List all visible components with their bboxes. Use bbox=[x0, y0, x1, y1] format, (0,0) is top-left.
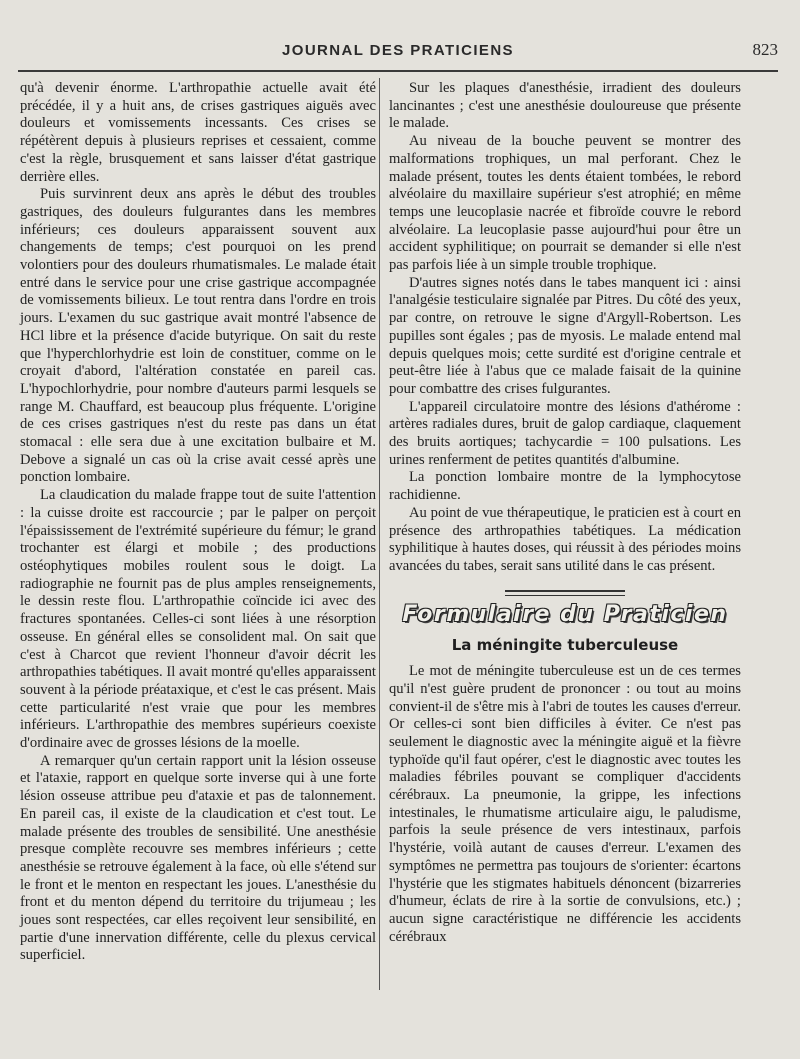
paragraph: Au niveau de la bouche peuvent se montrer des malformations trophiques, un mal perforant. Chez le malade présent, toutes les dents étaient tombées, le rebord alvéolaire du maxillaire supérieur s'est atrophié; en même temps une leucoplasie nacrée et fibroïde couvre le rebord alvéolaire. La leucoplasie passe aujourd'hui pour être un accident syphilitique; on pourrait se demander si elle n'est pas parfois liée à un simple trouble trophique. bbox=[389, 133, 741, 274]
header-rule bbox=[18, 70, 778, 72]
paragraph: D'autres signes notés dans le tabes manquent ici : ainsi l'analgésie testiculaire signalée par Pitres. Du côté des yeux, par contre, on retrouve le signe d'Argyll-Robertson. Les pupilles sont égales ; pas de myosis. Le malade entend mal depuis quelques mois; cette surdité est d'origine centrale et peut-être liée à l'abus que ce malade faisait de la quinine pour combattre des crises fulgurantes. bbox=[389, 274, 741, 397]
page-header bbox=[18, 40, 778, 66]
paragraph: A remarquer qu'un certain rapport unit la lésion osseuse et l'ataxie, rapport en quelque sorte inverse qui à une forte lésion osseuse attribue peu d'ataxie et pas de talonnement. En pareil cas, il existe de la claudication et c'est tout. Le malade présente des troubles de sensibilité. Une anesthésie presque complète recouvre ses membres inférieurs ; cette anesthésie se retrouve également à la face, où elle s'étend sur le front et le menton en respectant les joues. L'anesthésie du front et du menton dépend du territoire du trijumeau ; les joues sont respectées, car elles reçoivent leur sensibilité, en partie d'une innervation différente, celle du plexus cervical superficiel. bbox=[20, 752, 376, 964]
paragraph: L'appareil circulatoire montre des lésions d'athérome : artères radiales dures, bruit de galop cardiaque, claquement des bruits aortiques; tachycardie = 100 pulsations. Les urines renferment de petites quantités d'albumine. bbox=[389, 398, 741, 468]
left-column bbox=[20, 80, 376, 965]
paragraph: Le mot de méningite tuberculeuse est un de ces termes qu'il n'est guère prudent de prononcer : ou tout au moins convient-il de s'être mis à l'abri de toutes les causes d'erreur. Or celles-ci sont bien difficiles à éviter. Ce n'est pas seulement le diagnostic avec la méningite aiguë et la fièvre typhoïde qu'il faut opérer, c'est le diagnostic avec toutes les maladies fébriles pouvant se compliquer d'accidents cérébraux. La pneumonie, la grippe, les infections intestinales, le rhumatisme articulaire aigu, le paludisme, parfois la seule présence de vers intestinaux, parfois l'hystérie, voilà autant de causes d'erreur. L'examen des symptômes ne permettra pas toujours de s'orienter: écartons l'hystérie que les stigmates habituels dénoncent (bizarreries d'humeur, éclats de rire à la sortie de convulsions, etc.) ; aucun signe caractéristique ne différencie les accidents cérébraux bbox=[389, 663, 741, 945]
section-banner: Formulaire du Praticien bbox=[402, 601, 728, 627]
right-column bbox=[389, 80, 741, 946]
paragraph: Puis survinrent deux ans après le début des troubles gastriques, des douleurs fulgurantes dans les membres inférieurs; ces douleurs apparaissent souvent aux changements de temps; c'est pourquoi on les prend volontiers pour des douleurs rhumatismales. Le malade était entré dans le service pour une crise gastrique accompagnée de vomissements bilieux. Le tout rentra dans l'ordre en trois jours. L'examen du suc gastrique avait montré l'absence de HCl libre et la présence d'acide butyrique. On sait du reste que l'hyperchlorhydrie est loin de constituer, comme on le croyait d'abord, l'altération constatée en pareil cas. L'hypochlorhydrie, pour nombre d'auteurs parmi lesquels se range M. Chauffard, est beaucoup plus fréquente. L'origine de ces crises gastriques n'est du reste pas dans un état stomacal : elle sera due à une excitation bulbaire et M. Debove a signalé un cas où la crise avait cessé après une ponction lombaire. bbox=[20, 186, 376, 486]
paragraph: qu'à devenir énorme. L'arthropathie actuelle avait été précédée, il y a huit ans, de crises gastriques aiguës avec douleurs et vomissements incessants. Ces crises se répétèrent depuis à plusieurs reprises et cessaient, comme c'est la règle, brusquement et sans laisser d'état gastrique derrière elles. bbox=[20, 80, 376, 185]
paragraph: Au point de vue thérapeutique, le praticien est à court en présence des arthropathies tabétiques. La médication syphilitique à hautes doses, qui réussit à des périodes moins avancées du tabes, serait sans utilité dans le cas présent. bbox=[389, 504, 741, 574]
paragraph: La ponction lombaire montre de la lymphocytose rachidienne. bbox=[389, 469, 741, 504]
page-number: 823 bbox=[752, 40, 778, 59]
section-separator bbox=[505, 590, 625, 596]
paragraph: La claudication du malade frappe tout de suite l'attention : la cuisse droite est raccourcie ; par le palper on perçoit l'épaississement de l'extrémité supérieure du fémur; le grand trochanter est élargi et mobile ; des productions ostéophytiques mobiles roulent sous le doigt. La radiographie ne fournit pas de plus amples renseignements, le dessin reste flou. L'arthropathie coïncide ici avec des fractures spontanées. Celles-ci sont liées à une résorption osseuse. En général elles se consolident mal. On sait que c'est à Charcot que revient l'honneur d'avoir décrit les arthropathies tabétiques. Il avait montré qu'elles apparaissent souvent à la période préataxique, et c'est le cas présent. Mais cette particularité n'est vraie que pour les membres inférieurs. L'arthropathie des membres supérieurs coexiste d'ordinaire avec de grosses lésions de la moelle. bbox=[20, 487, 376, 752]
article-title: La méningite tuberculeuse bbox=[451, 636, 679, 655]
journal-title: JOURNAL DES PRATICIENS bbox=[282, 42, 514, 59]
paragraph: Sur les plaques d'anesthésie, irradient des douleurs lancinantes ; c'est une anesthésie douloureuse que présente le malade. bbox=[389, 80, 741, 132]
column-divider bbox=[379, 78, 380, 990]
